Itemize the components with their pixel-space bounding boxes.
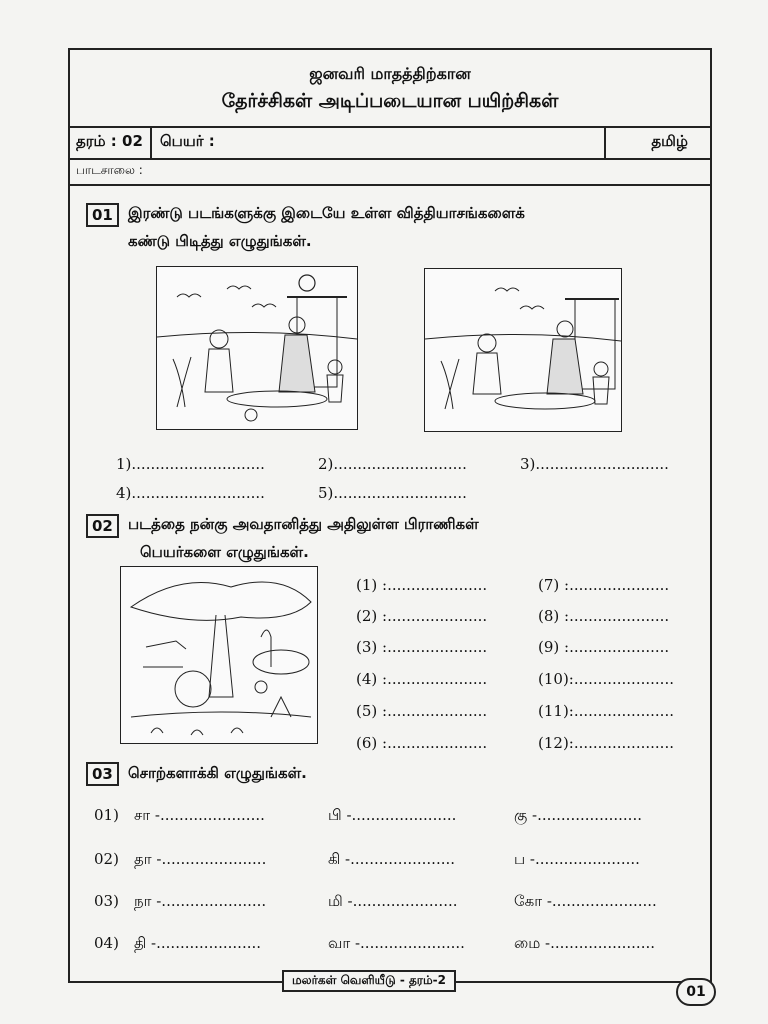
question-3-instruction: சொற்களாக்கி எழுதுங்கள். <box>128 764 307 782</box>
elephant-icon <box>175 671 211 707</box>
worksheet-header <box>70 50 710 128</box>
bird-icon <box>177 294 201 297</box>
q3-word-blank[interactable]: மி -...................... <box>328 892 458 910</box>
lion-icon <box>255 681 267 693</box>
q1-answer-2[interactable]: 2)............................ <box>318 455 467 473</box>
q3-row-number: 03) <box>94 892 119 910</box>
q3-word-blank[interactable]: நா -...................... <box>134 892 267 910</box>
tree-trunk-icon <box>209 615 233 697</box>
q3-row-number: 01) <box>94 806 119 824</box>
question-number-3: 03 <box>86 762 119 786</box>
school-label: பாடசாலை : <box>76 163 143 177</box>
grass-icon <box>151 728 243 735</box>
divider <box>604 126 606 158</box>
q3-word-blank[interactable]: கி -...................... <box>328 850 456 868</box>
header-line1: ஜனவரி மாதத்திற்கான <box>309 64 471 83</box>
spot-difference-picture-left <box>156 266 358 430</box>
plant-icon <box>173 357 191 407</box>
q3-word-blank[interactable]: கு -...................... <box>514 806 642 824</box>
boy-icon <box>594 362 608 376</box>
divider <box>150 126 152 158</box>
sun-icon <box>299 275 315 291</box>
bird-icon <box>227 286 251 289</box>
question-number-2: 02 <box>86 514 119 538</box>
subject-label: தமிழ் <box>651 132 688 150</box>
question-2-line1: படத்தை நன்கு அவதானித்து அதிலுள்ள பிராணிகள் <box>128 515 479 533</box>
q2-animal-9[interactable]: (9) :..................... <box>538 638 670 656</box>
q1-answer-3[interactable]: 3)............................ <box>520 455 669 473</box>
grade-label: தரம் : 02 <box>76 132 143 150</box>
fox-icon <box>146 641 186 649</box>
q1-answer-1[interactable]: 1)............................ <box>116 455 265 473</box>
woman-icon <box>557 321 573 337</box>
q2-animal-6[interactable]: (6) :..................... <box>356 734 488 752</box>
q3-row-number: 04) <box>94 934 119 952</box>
q1-answer-5[interactable]: 5)............................ <box>318 484 467 502</box>
cat-icon <box>245 409 257 421</box>
peacock-icon <box>261 630 271 667</box>
q2-animal-7[interactable]: (7) :..................... <box>538 576 670 594</box>
q2-animal-10[interactable]: (10):..................... <box>538 670 674 688</box>
q2-animal-2[interactable]: (2) :..................... <box>356 607 488 625</box>
bird-icon <box>520 306 544 309</box>
plant-icon <box>441 359 459 409</box>
question-1-line1: இரண்டு படங்களுக்கு இடையே உள்ள வித்தியாசங்களைக் <box>128 204 525 222</box>
q3-word-blank[interactable]: ப -...................... <box>514 850 640 868</box>
q1-answer-4[interactable]: 4)............................ <box>116 484 265 502</box>
header-line2: தேர்ச்சிகள் அடிப்படையான பயிற்சிகள் <box>221 90 559 112</box>
school-row <box>70 158 710 186</box>
q3-word-blank[interactable]: தா -...................... <box>134 850 267 868</box>
q3-word-blank[interactable]: கோ -...................... <box>514 892 657 910</box>
q3-word-blank[interactable]: தி -...................... <box>134 934 262 952</box>
question-2-line2: பெயர்களை எழுதுங்கள். <box>140 543 309 561</box>
q2-animal-1[interactable]: (1) :..................... <box>356 576 488 594</box>
boy-icon <box>328 360 342 374</box>
q3-word-blank[interactable]: பி -...................... <box>328 806 457 824</box>
q2-animal-3[interactable]: (3) :..................... <box>356 638 488 656</box>
bird-icon <box>495 288 519 291</box>
q3-word-blank[interactable]: சா -...................... <box>134 806 265 824</box>
info-row <box>70 126 710 160</box>
q2-animal-5[interactable]: (5) :..................... <box>356 702 488 720</box>
well-icon <box>575 299 615 389</box>
q2-animal-11[interactable]: (11):..................... <box>538 702 674 720</box>
q2-animal-12[interactable]: (12):..................... <box>538 734 674 752</box>
q3-word-blank[interactable]: மை -...................... <box>514 934 655 952</box>
q3-row-number: 02) <box>94 850 119 868</box>
q2-animal-4[interactable]: (4) :..................... <box>356 670 488 688</box>
page-number: 01 <box>676 978 716 1006</box>
bird-icon <box>252 304 276 307</box>
question-number-1: 01 <box>86 203 119 227</box>
q3-word-blank[interactable]: வா -...................... <box>328 934 465 952</box>
publisher-footer: மலர்கள் வெளியீடு - தரம்-2 <box>282 970 456 992</box>
question-1-line2: கண்டு பிடித்து எழுதுங்கள். <box>128 232 312 250</box>
girl-icon <box>478 334 496 352</box>
name-label: பெயர் : <box>160 132 215 150</box>
tree-canopy-icon <box>131 582 311 620</box>
q2-animal-8[interactable]: (8) :..................... <box>538 607 670 625</box>
animals-picture <box>120 566 318 744</box>
spot-difference-picture-right <box>424 268 622 432</box>
